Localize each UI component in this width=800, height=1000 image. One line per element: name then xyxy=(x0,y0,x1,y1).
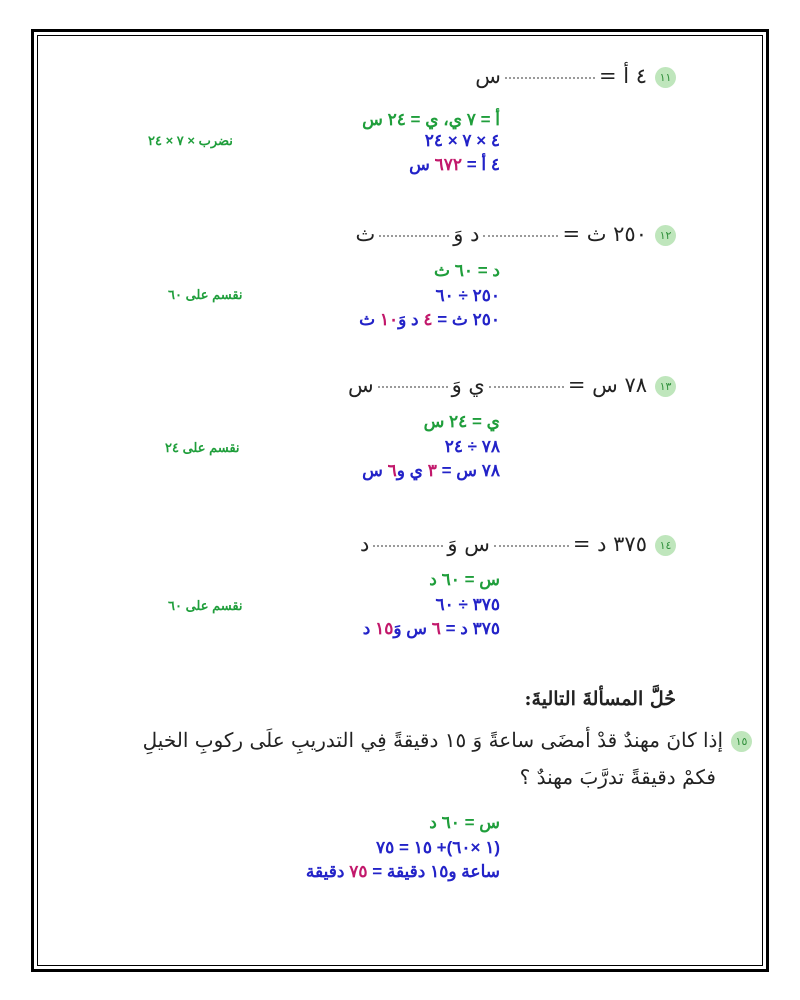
exercise-12-answer: ٢٥٠ ث = ٤ د وَ١٠ ث xyxy=(359,310,500,329)
exercise-number-badge: ١٤ xyxy=(655,535,676,556)
exercise-14-answer: ٣٧٥ د = ٦ س وَ١٥ د xyxy=(362,619,500,638)
exercise-14-note: نقسم على ٦٠ xyxy=(168,598,243,613)
answer-blank xyxy=(379,235,449,237)
answer-blank xyxy=(505,77,595,79)
problem-15-line-2: فكمْ دقيقةً تدرَّبَ مهندٌ ؟ xyxy=(519,765,716,789)
exercise-14-step-2: ٣٧٥ ÷ ٦٠ xyxy=(435,595,500,614)
answer-blank xyxy=(378,386,448,388)
problem-15-step-1: س = ٦٠ د xyxy=(429,813,500,832)
exercise-13-answer: ٧٨ س = ٣ ي و٦ س xyxy=(362,461,500,480)
exercise-14-question: ١٤٣٧٥ د =س وَد xyxy=(360,532,676,556)
exercise-13-step-1: ي = ٢٤ س xyxy=(423,412,500,431)
answer-blank xyxy=(489,386,564,388)
exercise-number-badge: ١٣ xyxy=(655,376,676,397)
problem-15-answer: ساعة و١٥ دقيقة = ٧٥ دقيقة xyxy=(305,862,500,881)
exercise-11-step-2: ٤ × ٧ × ٢٤ xyxy=(424,131,500,150)
answer-blank xyxy=(483,235,558,237)
exercise-11-answer: ٤ أ = ٦٧٢ س xyxy=(409,155,500,174)
answer-blank xyxy=(494,545,569,547)
problem-15-step-2: (١ ×٦٠)+ ١٥ = ٧٥ xyxy=(376,838,500,857)
problem-15-line-1: ١٥إذا كانَ مهندٌ قدْ أمضَى ساعةً وَ ١٥ دقيقةً فِي التدريبِ علَى ركوبِ الخيلِ xyxy=(143,728,752,752)
exercise-number-badge: ١٥ xyxy=(731,731,752,752)
answer-blank xyxy=(373,545,443,547)
exercise-number-badge: ١١ xyxy=(655,67,676,88)
exercise-12-step-2: ٢٥٠ ÷ ٦٠ xyxy=(435,286,500,305)
exercise-12-step-1: د = ٦٠ ث xyxy=(434,261,500,280)
exercise-13-note: نقسم على ٢٤ xyxy=(165,440,240,455)
exercise-11-step-1: أ = ٧ ي، ي = ٢٤ س xyxy=(362,110,500,129)
exercise-14-step-1: س = ٦٠ د xyxy=(429,570,500,589)
exercise-12-question: ١٢٢٥٠ ث =د وَث xyxy=(355,222,676,246)
exercise-number-badge: ١٢ xyxy=(655,225,676,246)
exercise-11-note: نضرب × ٧ × ٢٤ xyxy=(148,133,233,148)
problem-heading: حُلَّ المسألةَ التاليةَ: xyxy=(524,688,676,710)
inner-border xyxy=(37,35,763,966)
exercise-12-note: نقسم على ٦٠ xyxy=(168,287,243,302)
exercise-11-question: ١١٤ أ =س xyxy=(475,64,676,88)
exercise-13-step-2: ٧٨ ÷ ٢٤ xyxy=(444,437,500,456)
exercise-13-question: ١٣٧٨ س =ي وَس xyxy=(348,373,676,397)
